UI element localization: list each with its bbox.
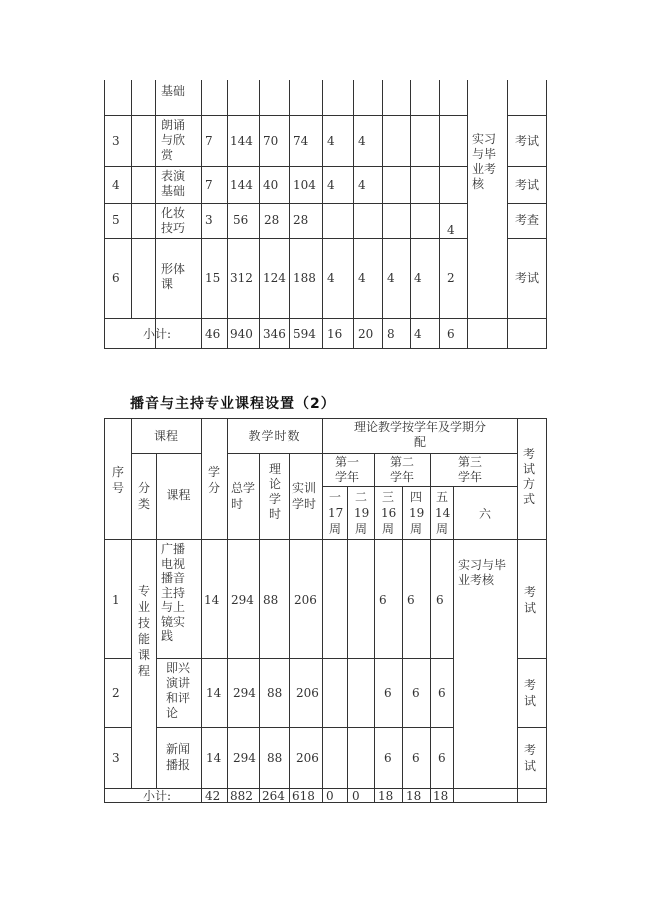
exam-method: 考试	[523, 678, 536, 708]
practice-hours: 206	[296, 686, 319, 700]
credit: 7	[205, 178, 213, 192]
semester-4-hours: 6	[412, 686, 420, 700]
total-hours: 294	[233, 686, 256, 700]
subtotal-total-hours: 882	[230, 789, 253, 803]
internship-note: 实习与毕业考核	[458, 558, 507, 587]
row-number: 5	[112, 213, 120, 227]
semester-2-hours: 4	[358, 178, 366, 192]
credit: 7	[205, 134, 213, 148]
practice-hours: 206	[294, 593, 317, 607]
semester-label: 二	[354, 490, 367, 504]
header-distribution: 理论教学按学年及学期分配	[353, 420, 486, 449]
exam-method: 考查	[515, 213, 540, 227]
row-number: 3	[112, 751, 120, 765]
subtotal-semester-3: 18	[378, 789, 394, 803]
header-teaching-hours: 教学时数	[248, 429, 301, 443]
theory-hours: 88	[267, 751, 283, 765]
exam-method: 考试	[523, 743, 536, 773]
subtotal-theory-hours: 264	[262, 789, 285, 803]
row-number: 1	[112, 593, 120, 607]
semester-unit: 周	[409, 522, 422, 536]
total-hours: 312	[230, 271, 253, 285]
subtotal-semester-5: 6	[447, 327, 455, 341]
practice-hours: 188	[293, 271, 316, 285]
internship-note: 实习与毕业考核	[472, 132, 497, 191]
practice-hours: 206	[296, 751, 319, 765]
total-hours: 294	[231, 593, 254, 607]
semester-label: 一	[328, 490, 341, 504]
semester-unit: 周	[435, 522, 448, 536]
header-exam-method: 考试方式	[522, 447, 535, 506]
subtotal-semester-2: 0	[352, 789, 360, 803]
subtotal-semester-2: 20	[358, 327, 374, 341]
practice-hours: 74	[293, 134, 309, 148]
header-course: 课程	[166, 488, 191, 502]
header-year-1: 第一学年	[335, 455, 360, 484]
header-theory-hours: 理论学时	[268, 462, 281, 521]
credit: 14	[206, 686, 222, 700]
course-name: 化妆技巧	[161, 206, 186, 235]
subtotal-practice-hours: 594	[293, 327, 316, 341]
subtotal-semester-1: 16	[327, 327, 343, 341]
theory-hours: 88	[267, 686, 283, 700]
semester-3-hours: 6	[379, 593, 387, 607]
subtotal-theory-hours: 346	[263, 327, 286, 341]
theory-hours: 28	[264, 213, 280, 227]
row-number: 3	[112, 134, 120, 148]
subtotal-label: 小计:	[143, 327, 172, 341]
semester-3-hours: 6	[384, 751, 392, 765]
header-year-3: 第三学年	[458, 455, 483, 484]
semester-5-hours: 2	[447, 271, 455, 285]
semester-3-hours: 6	[384, 686, 392, 700]
exam-method: 考试	[515, 271, 540, 285]
total-hours: 56	[233, 213, 249, 227]
semester-5-hours: 6	[438, 751, 446, 765]
semester-unit: 周	[381, 522, 394, 536]
category-name: 专业技能课程	[137, 584, 150, 678]
credit: 15	[205, 271, 221, 285]
course-name: 形体课	[161, 262, 186, 291]
practice-hours: 28	[293, 213, 309, 227]
semester-weeks: 14	[435, 506, 451, 520]
header-semester-6: 六	[478, 507, 491, 521]
theory-hours: 70	[263, 134, 279, 148]
semester-weeks: 19	[409, 506, 425, 520]
semester-label: 四	[409, 490, 422, 504]
header-category: 分类	[137, 481, 150, 511]
subtotal-total-hours: 940	[230, 327, 253, 341]
subtotal-semester-3: 8	[387, 327, 395, 341]
header-practice-hours: 实训学时	[292, 481, 317, 511]
semester-5-hours: 6	[436, 593, 444, 607]
credit: 3	[205, 213, 213, 227]
theory-hours: 40	[263, 178, 279, 192]
subtotal-semester-5: 18	[433, 789, 449, 803]
practice-hours: 104	[293, 178, 316, 192]
semester-4-hours: 6	[412, 751, 420, 765]
semester-label: 五	[435, 490, 448, 504]
course-name: 朗诵与欣赏	[161, 118, 186, 162]
semester-unit: 周	[354, 522, 367, 536]
semester-unit: 周	[328, 522, 341, 536]
header-total-hours: 总学时	[231, 481, 256, 511]
subtotal-semester-4: 4	[414, 327, 422, 341]
subtotal-credit: 42	[205, 789, 221, 803]
credit: 14	[204, 593, 220, 607]
exam-method: 考试	[523, 585, 536, 615]
subtotal-credit: 46	[205, 327, 221, 341]
subtotal-label: 小计:	[143, 789, 172, 803]
exam-method: 考试	[515, 134, 540, 148]
total-hours: 144	[230, 134, 253, 148]
semester-5-hours: 4	[447, 223, 455, 237]
semester-weeks: 19	[354, 506, 370, 520]
semester-4-hours: 6	[407, 593, 415, 607]
row-number: 6	[112, 271, 120, 285]
semester-label: 三	[381, 490, 394, 504]
row-number: 4	[112, 178, 120, 192]
subtotal-semester-1: 0	[326, 789, 334, 803]
semester-weeks: 17	[328, 506, 344, 520]
semester-1-hours: 4	[327, 178, 335, 192]
subtotal-semester-4: 18	[406, 789, 422, 803]
header-course-group: 课程	[153, 429, 178, 443]
header-row-number: 序号	[111, 465, 124, 495]
semester-4-hours: 4	[414, 271, 422, 285]
course-name: 表演基础	[161, 169, 186, 198]
total-hours: 294	[233, 751, 256, 765]
semester-2-hours: 4	[358, 134, 366, 148]
course-name: 广播电视播音主持与上镜实践	[161, 542, 186, 643]
credit: 14	[206, 751, 222, 765]
theory-hours: 124	[263, 271, 286, 285]
semester-weeks: 16	[381, 506, 397, 520]
header-credit: 学分	[207, 465, 220, 495]
semester-2-hours: 4	[358, 271, 366, 285]
course-name: 新闻播报	[166, 742, 191, 772]
course-name: 基础	[161, 84, 186, 98]
semester-5-hours: 6	[438, 686, 446, 700]
semester-3-hours: 4	[387, 271, 395, 285]
exam-method: 考试	[515, 178, 540, 192]
subtotal-practice-hours: 618	[292, 789, 315, 803]
row-number: 2	[112, 686, 120, 700]
semester-1-hours: 4	[327, 271, 335, 285]
semester-1-hours: 4	[327, 134, 335, 148]
header-year-2: 第二学年	[390, 455, 415, 484]
course-name: 即兴演讲和评论	[166, 661, 191, 720]
section-title: 播音与主持专业课程设置（2）	[130, 396, 336, 412]
theory-hours: 88	[263, 593, 279, 607]
total-hours: 144	[230, 178, 253, 192]
